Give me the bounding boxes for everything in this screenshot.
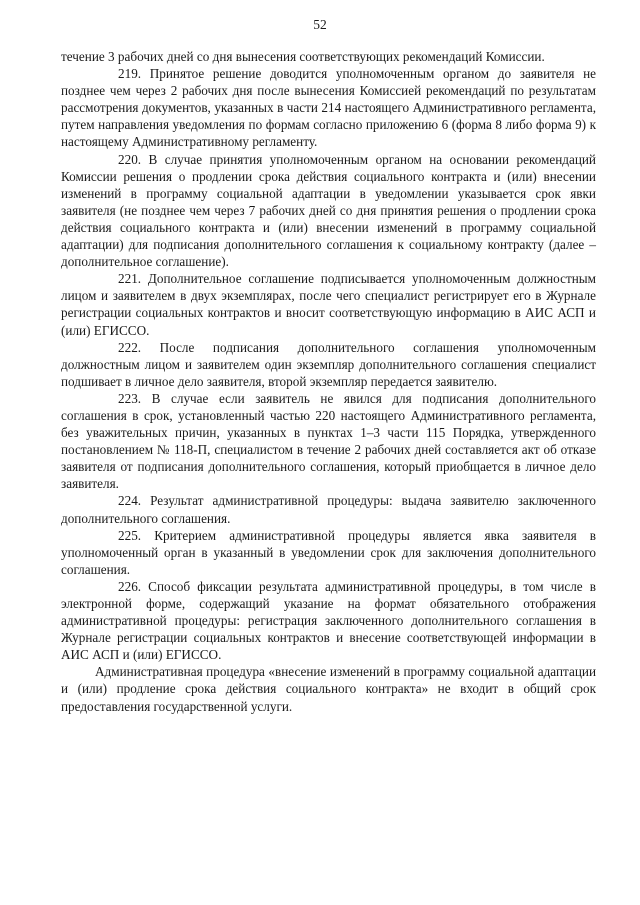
paragraph-222: 222. После подписания дополнительного соглашения уполномоченным должностным лицом и заявителем один экземпляр дополнительного соглашения специалист подшивает в личное дело заявителя, второй экземпляр передается заявителю. xyxy=(61,339,596,389)
paragraph-224: 224. Результат административной процедуры: выдача заявителю заключенного дополнительного соглашения. xyxy=(61,493,596,526)
paragraph-221: 221. Дополнительное соглашение подписывается уполномоченным должностным лицом и заявителем в двух экземплярах, после чего специалист регистрирует его в Журнале регистрации социальных контрактов и вносит соответствующую информацию в АИС АСП и (или) ЕГИССО. xyxy=(61,271,596,338)
paragraph-219: 219. Принятое решение доводится уполномоченным органом до заявителя не позднее чем через 2 рабочих дня после вынесения Комиссией рекомендаций по результатам рассмотрения документов, указанных в части 214 настоящего Административного регламента, путем направления уведомления по формам согласно приложению 6 (форма 8 либо форма 9) к настоящему Административному регламенту. xyxy=(61,66,596,150)
page-number: 52 xyxy=(313,17,327,32)
paragraph-223: 223. В случае если заявитель не явился для подписания дополнительного соглашения в срок, установленный частью 220 настоящего Административного регламента, без уважительных причин, указанных в пунктах 1–3 части 115 Порядка, утвержденного постановлением № 118-П, специалистом в течение 2 рабочих дней составляется акт об отказе заявителя от подписания дополнительного соглашения, который приобщается в личное дело заявителя. xyxy=(61,390,596,492)
paragraph-226: 226. Способ фиксации результата административной процедуры, в том числе в электронной форме, содержащий указание на формат обязательного отображения административной процедуры: регистрация заключенного дополнительного соглашения в Журнале регистрации социальных контрактов и внесение соответствующей информации в АИС АСП и (или) ЕГИССО. xyxy=(61,578,596,663)
paragraph-closing-note: Административная процедура «внесение изменений в программу социальной адаптации и (или) продление срока действия социального контракта» не входит в общий срок предоставления государственной услуги. xyxy=(61,664,596,714)
document-body xyxy=(61,48,596,715)
paragraph-continuation: течение 3 рабочих дней со дня вынесения соответствующих рекомендаций Комиссии. xyxy=(61,49,545,64)
paragraph-220: 220. В случае принятия уполномоченным органом на основании рекомендаций Комиссии решения о продлении срока действия социального контракта и (или) внесении изменений в программу социальной адаптации в уведомлении указывается срок явки заявителя (не позднее чем через 7 рабочих дней со дня принятия решения о продлении срока действия социального контракта и (или) внесении изменений в программу социальной адаптации) для подписания дополнительного соглашения к социальному контракту (далее – дополнительное соглашение). xyxy=(61,151,596,270)
paragraph-225: 225. Критерием административной процедуры является явка заявителя в уполномоченный орган в указанный в уведомлении срок для заключения дополнительного соглашения. xyxy=(61,527,596,577)
